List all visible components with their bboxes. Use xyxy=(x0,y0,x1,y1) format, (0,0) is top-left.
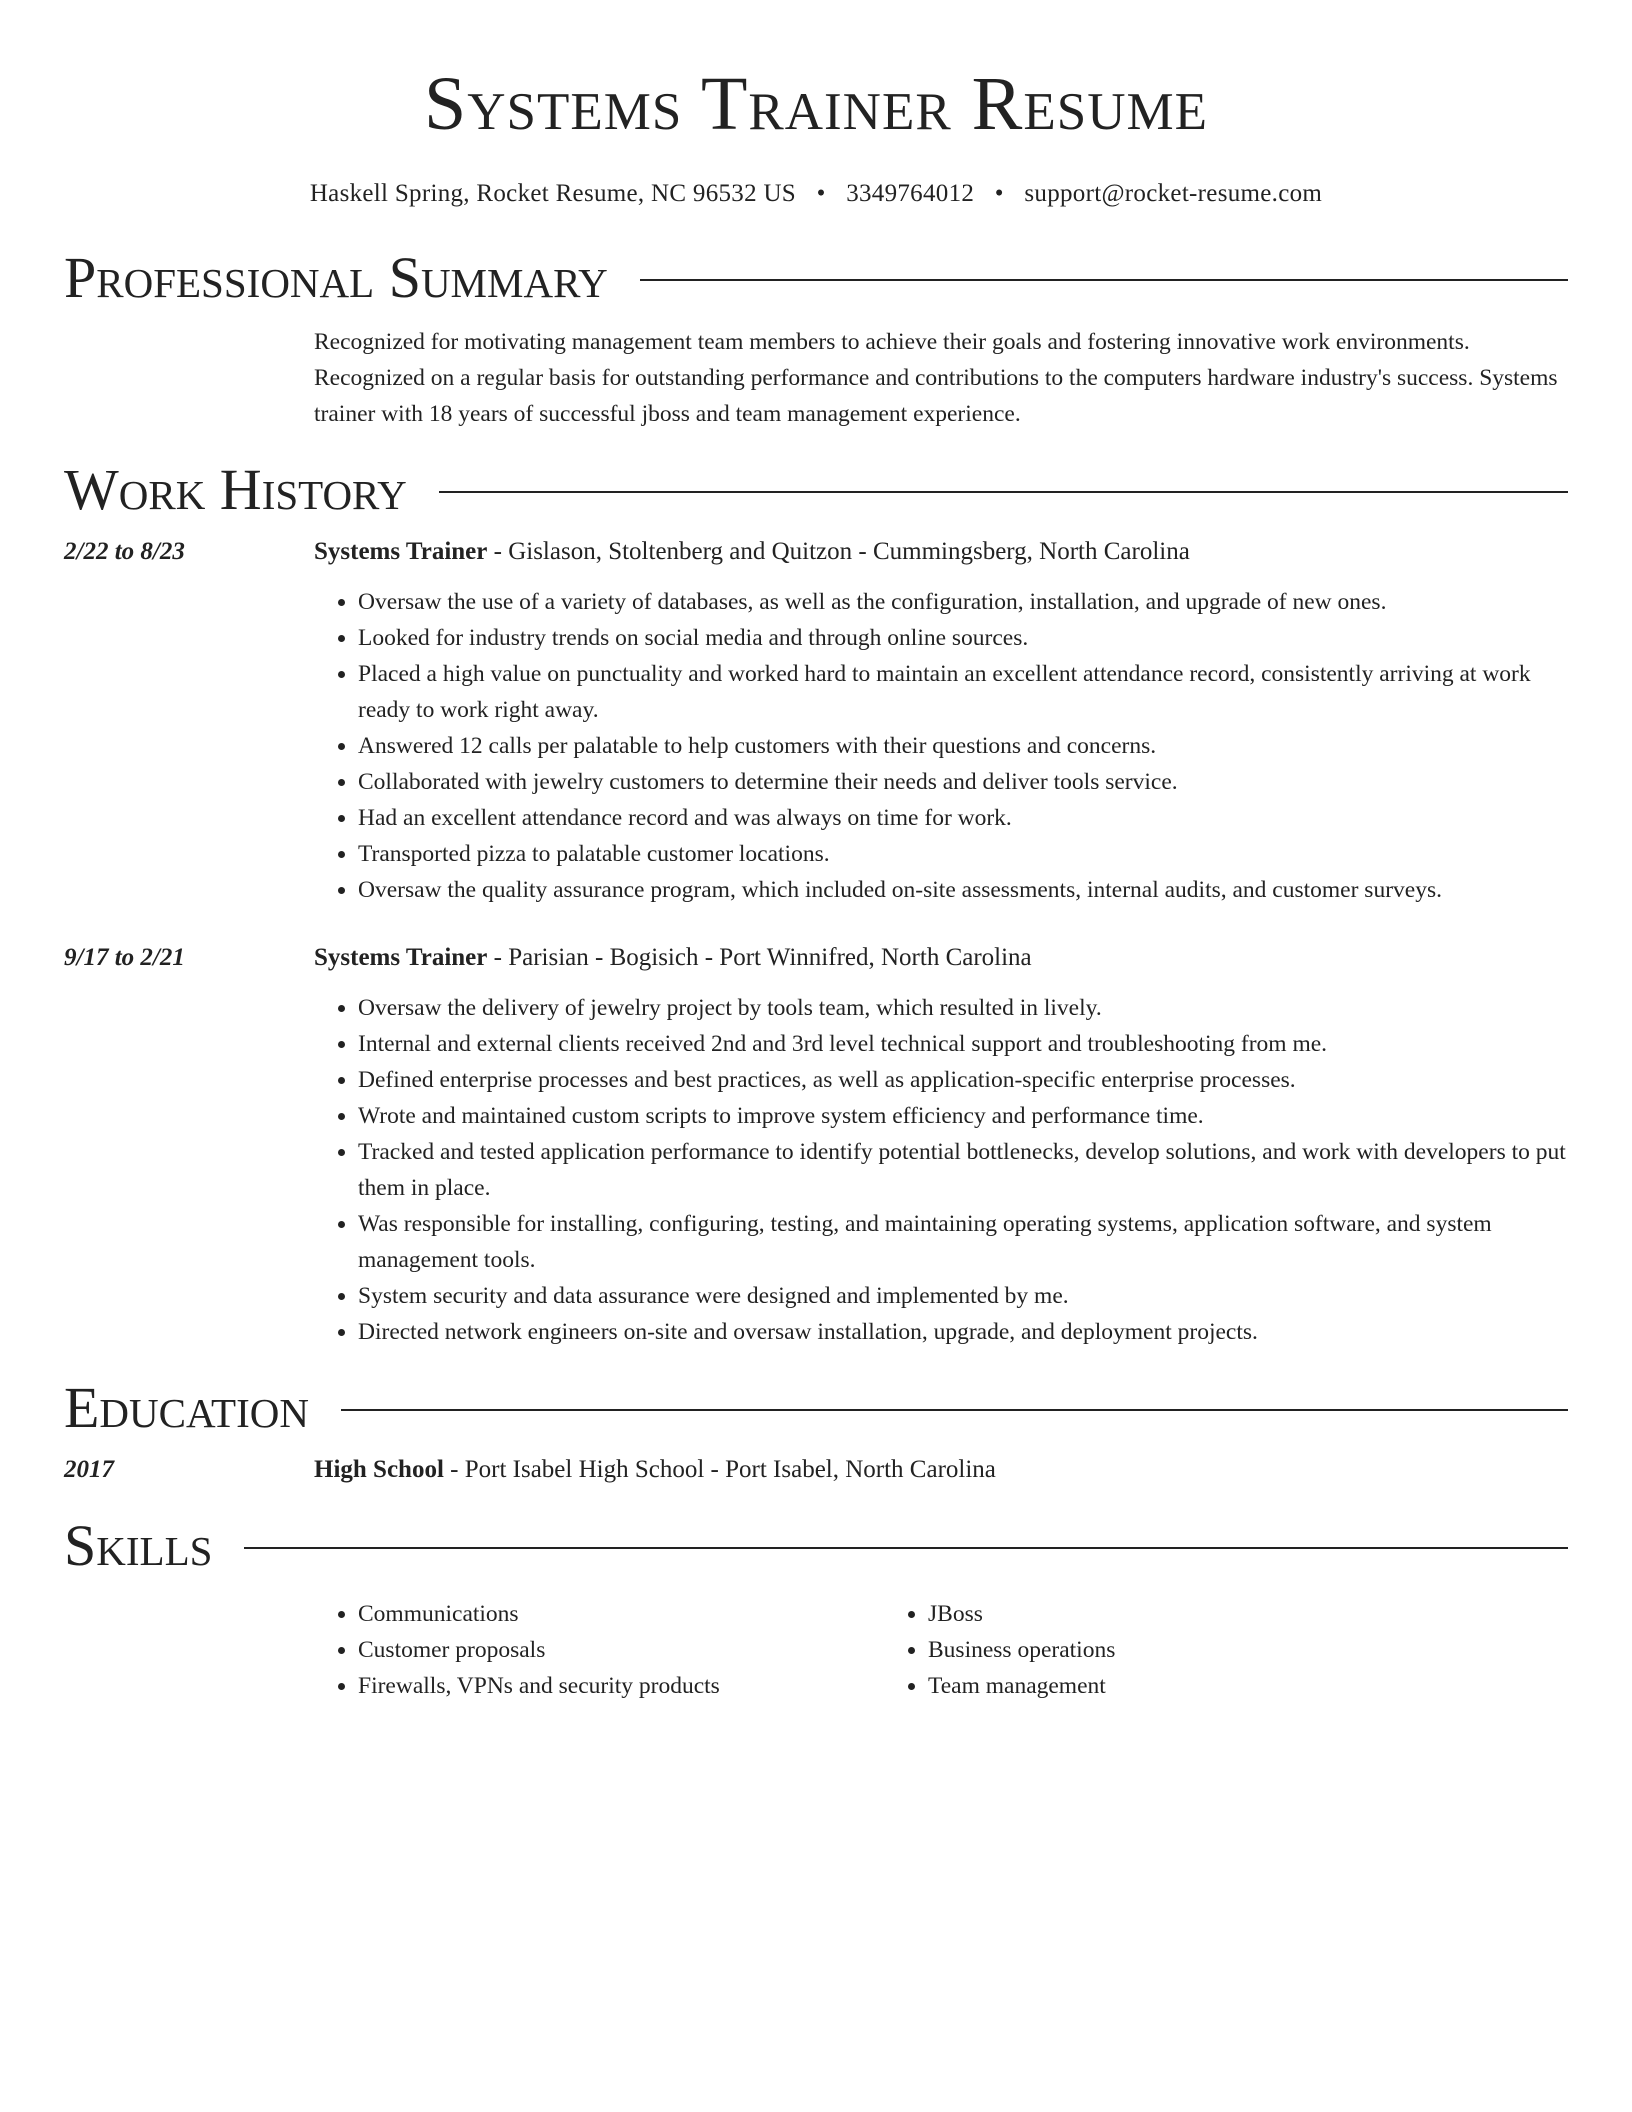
list-item: • Placed a high value on punctuality and worked hard to maintain an excellent attendance record, consistently arriving at work ready to work right away. xyxy=(358,656,1568,728)
job-details: - Parisian - Bogisich - Port Winnifred, North Carolina xyxy=(487,944,1032,971)
list-item: • Oversaw the quality assurance program, which included on-site assessments, internal audits, and customer surveys. xyxy=(358,872,1568,908)
education-degree: High School xyxy=(314,1456,444,1483)
skills-column-left xyxy=(314,1596,884,1704)
list-item: • System security and data assurance were designed and implemented by me. xyxy=(358,1278,1568,1314)
contact-separator: • xyxy=(816,180,826,207)
section-divider xyxy=(244,1547,1568,1549)
section-divider xyxy=(439,491,1568,493)
resume-title: Systems Trainer Resume xyxy=(423,62,1208,146)
education-heading: Education xyxy=(64,1375,309,1440)
job-title: Systems Trainer xyxy=(314,538,488,565)
list-item: • Answered 12 calls per palatable to help customers with their questions and concerns. xyxy=(358,728,1568,764)
contact-line xyxy=(64,180,1568,208)
contact-separator: • xyxy=(994,180,1004,207)
contact-address: Haskell Spring, Rocket Resume, NC 96532 US xyxy=(309,180,796,207)
skill-item: • Business operations xyxy=(928,1632,1568,1668)
list-item: • Had an excellent attendance record and was always on time for work. xyxy=(358,800,1568,836)
education-year: 2017 xyxy=(64,1456,114,1483)
job-bullets xyxy=(314,584,1568,908)
section-divider xyxy=(640,279,1568,281)
contact-email: support@rocket-resume.com xyxy=(1024,180,1323,207)
skill-item: • JBoss xyxy=(928,1596,1568,1632)
list-item: • Directed network engineers on-site and oversaw installation, upgrade, and deployment projects. xyxy=(358,1314,1568,1350)
skills-column-right xyxy=(884,1596,1568,1704)
skills-section-header xyxy=(64,1514,1568,1578)
list-item: • Was responsible for installing, configuring, testing, and maintaining operating systems, application software, and system management tools. xyxy=(358,1206,1568,1278)
skill-item: • Customer proposals xyxy=(358,1632,884,1668)
summary-heading: Professional Summary xyxy=(64,245,608,310)
education-heading-line xyxy=(314,1452,1568,1488)
summary-section-header xyxy=(64,246,1568,310)
work-section-header xyxy=(64,458,1568,522)
list-item: • Collaborated with jewelry customers to determine their needs and deliver tools service. xyxy=(358,764,1568,800)
education-details: - Port Isabel High School - Port Isabel, North Carolina xyxy=(443,1456,996,1483)
education-section-header xyxy=(64,1376,1568,1440)
education-entry xyxy=(64,1452,1568,1488)
contact-phone: 3349764012 xyxy=(846,180,975,207)
job-title: Systems Trainer xyxy=(314,944,488,971)
list-item: • Transported pizza to palatable customer locations. xyxy=(358,836,1568,872)
section-divider xyxy=(341,1409,1568,1411)
list-item: • Oversaw the delivery of jewelry project by tools team, which resulted in lively. xyxy=(358,990,1568,1026)
job-entry xyxy=(64,534,1568,908)
skills-heading: Skills xyxy=(64,1513,213,1578)
job-entry xyxy=(64,940,1568,1350)
skill-item: • Communications xyxy=(358,1596,884,1632)
skill-item: • Team management xyxy=(928,1668,1568,1704)
job-bullets xyxy=(314,990,1568,1350)
job-heading xyxy=(314,534,1568,570)
job-dates: 9/17 to 2/21 xyxy=(64,944,185,971)
job-heading xyxy=(314,940,1568,976)
education-content xyxy=(314,1452,1568,1488)
job-dates: 2/22 to 8/23 xyxy=(64,538,185,565)
job-content xyxy=(314,534,1568,908)
job-content xyxy=(314,940,1568,1350)
list-item: • Defined enterprise processes and best practices, as well as application-specific enterprise processes. xyxy=(358,1062,1568,1098)
skills-list xyxy=(314,1596,1568,1704)
job-details: - Gislason, Stoltenberg and Quitzon - Cummingsberg, North Carolina xyxy=(487,538,1190,565)
summary-text: Recognized for motivating management team members to achieve their goals and fostering innovative work environments. Recognized on a regular basis for outstanding performance and contributions to the computers hardware industry's success. Systems trainer with 18 years of successful jboss and team management experience. xyxy=(314,329,1558,427)
work-heading: Work History xyxy=(64,457,407,522)
list-item: • Wrote and maintained custom scripts to improve system efficiency and performance time. xyxy=(358,1098,1568,1134)
list-item: • Tracked and tested application performance to identify potential bottlenecks, develop solutions, and work with developers to put them in place. xyxy=(358,1134,1568,1206)
skill-item: • Firewalls, VPNs and security products xyxy=(358,1668,884,1704)
list-item: • Looked for industry trends on social media and through online sources. xyxy=(358,620,1568,656)
list-item: • Internal and external clients received 2nd and 3rd level technical support and troubleshooting from me. xyxy=(358,1026,1568,1062)
list-item: • Oversaw the use of a variety of databases, as well as the configuration, installation, and upgrade of new ones. xyxy=(358,584,1568,620)
